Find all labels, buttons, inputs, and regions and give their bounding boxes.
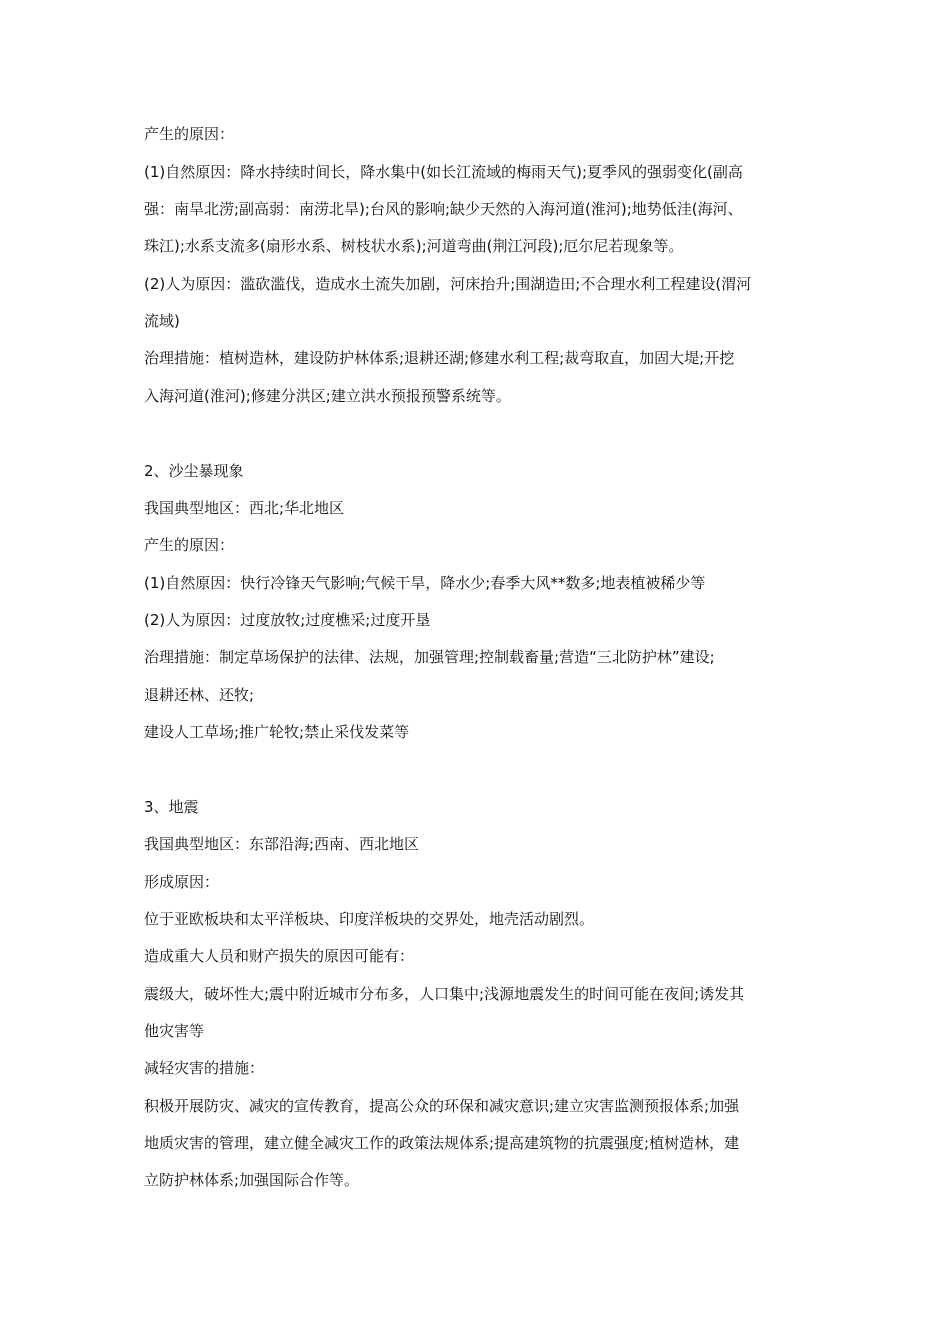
flood-natural-cause-line-2: 强：南旱北涝;副高弱：南涝北旱);台风的影响;缺少天然的入海河道(淮河);地势低洼(海河、 (144, 200, 743, 218)
earthquake-cause: 位于亚欧板块和太平洋板块、印度洋板块的交界处，地壳活动剧烈。 (144, 910, 595, 928)
earthquake-loss-line-1: 震级大，破坏性大;震中附近城市分布多，人口集中;浅源地震发生的时间可能在夜间;诱发其 (144, 985, 745, 1003)
earthquake-loss-line-2: 他灾害等 (144, 1022, 205, 1040)
earthquake-measures-line-3: 立防护林体系;加强国际合作等。 (144, 1171, 360, 1189)
earthquake-loss-heading: 造成重大人员和财产损失的原因可能有： (144, 947, 415, 965)
sandstorm-measures-line-1: 治理措施：制定草场保护的法律、法规，加强管理;控制载畜量;营造“三北防护林”建设; (144, 648, 715, 666)
flood-cause-heading: 产生的原因： (144, 125, 235, 143)
flood-human-cause-line-2: 流域) (144, 312, 180, 330)
flood-human-cause-line-1: (2)人为原因：滥砍滥伐，造成水土流失加剧，河床抬升;围湖造田;不合理水利工程建设(渭河 (144, 275, 752, 293)
earthquake-region: 我国典型地区：东部沿海;西南、西北地区 (144, 835, 420, 853)
sandstorm-cause-heading: 产生的原因： (144, 536, 235, 554)
sandstorm-region: 我国典型地区：西北;华北地区 (144, 499, 345, 517)
sandstorm-measures-line-2: 退耕还林、还牧; (144, 686, 255, 704)
flood-measures-line-1: 治理措施：植树造林，建设防护林体系;退耕还湖;修建水利工程;裁弯取直，加固大堤;开挖 (144, 349, 735, 367)
flood-measures-line-2: 入海河道(淮河);修建分洪区;建立洪水预报预警系统等。 (144, 387, 511, 405)
earthquake-section-title: 3、地震 (144, 798, 199, 816)
sandstorm-section-title: 2、沙尘暴现象 (144, 462, 244, 480)
sandstorm-human-cause: (2)人为原因：过度放牧;过度樵采;过度开垦 (144, 611, 431, 629)
earthquake-measures-line-2: 地质灾害的管理，建立健全减灾工作的政策法规体系;提高建筑物的抗震强度;植树造林，建 (144, 1134, 740, 1152)
sandstorm-natural-cause: (1)自然原因：快行冷锋天气影响;气候干旱，降水少;春季大风**数多;地表植被稀少等 (144, 574, 706, 592)
flood-natural-cause-line-3: 珠江);水系支流多(扇形水系、树枝状水系);河道弯曲(荆江河段);厄尔尼若现象等。 (144, 237, 684, 255)
sandstorm-measures-line-3: 建设人工草场;推广轮牧;禁止采伐发菜等 (144, 723, 410, 741)
earthquake-cause-heading: 形成原因： (144, 873, 220, 891)
earthquake-measures-heading: 减轻灾害的措施： (144, 1059, 265, 1077)
flood-natural-cause-line-1: (1)自然原因：降水持续时间长，降水集中(如长江流域的梅雨天气);夏季风的强弱变化(副高 (144, 163, 743, 181)
earthquake-measures-line-1: 积极开展防灾、减灾的宣传教育，提高公众的环保和减灾意识;建立灾害监测预报体系;加强 (144, 1097, 740, 1115)
